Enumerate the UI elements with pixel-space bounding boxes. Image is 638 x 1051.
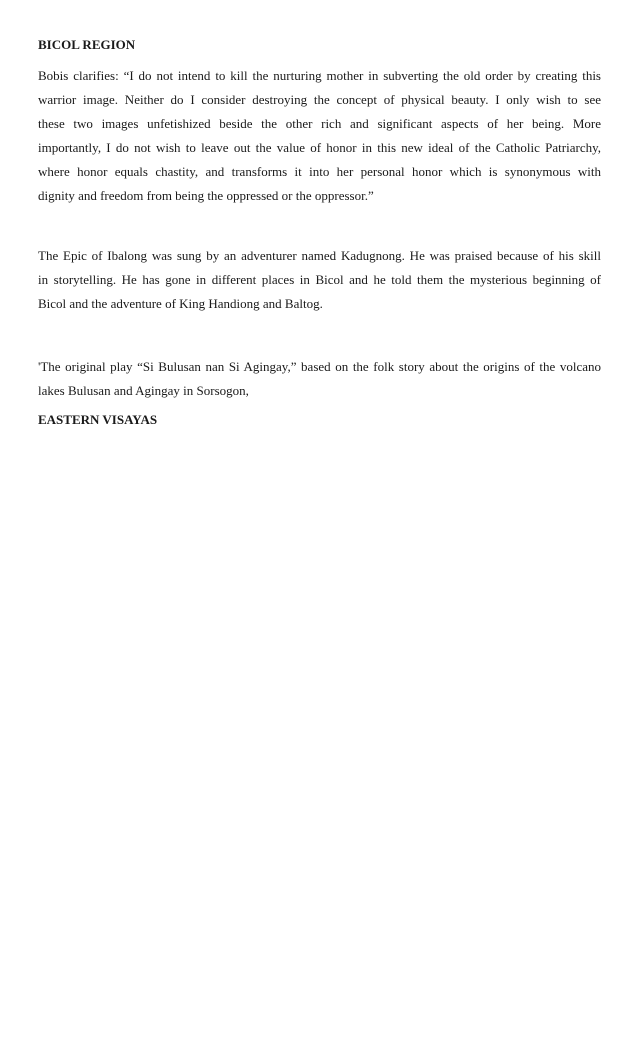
- paragraph-original-play: [38, 355, 601, 403]
- text-line: 'The original play “Si Bulusan nan Si Agingay,” based on the folk story about the origins of the volcano: [38, 359, 601, 374]
- text-line: importantly, I do not wish to leave out the value of honor in this new ideal of the Catholic Patriarchy,: [38, 140, 601, 155]
- text-line: in storytelling. He has gone in different places in Bicol and he told them the mysterious beginning of: [38, 272, 601, 287]
- text-line: dignity and freedom from being the oppressed or the oppressor.”: [38, 188, 374, 203]
- text-line: where honor equals chastity, and transforms it into her personal honor which is synonymous with: [38, 164, 601, 179]
- text-line: lakes Bulusan and Agingay in Sorsogon,: [38, 383, 249, 398]
- paragraph-epic-of-ibalong: [38, 244, 601, 316]
- text-line: Bobis clarifies: “I do not intend to kill the nurturing mother in subverting the old order by creating this: [38, 68, 601, 83]
- section-heading-eastern-visayas: EASTERN VISAYAS: [38, 412, 158, 427]
- paragraph-bobis-quote: [38, 64, 601, 208]
- text-line: these two images unfetishized beside the other rich and significant aspects of her being. More: [38, 116, 601, 131]
- text-line: The Epic of Ibalong was sung by an adventurer named Kadugnong. He was praised because of his skill: [38, 248, 601, 263]
- section-heading-bicol-region: BICOL REGION: [38, 37, 136, 52]
- text-line: warrior image. Neither do I consider destroying the concept of physical beauty. I only wish to see: [38, 92, 601, 107]
- text-line: Bicol and the adventure of King Handiong and Baltog.: [38, 296, 323, 311]
